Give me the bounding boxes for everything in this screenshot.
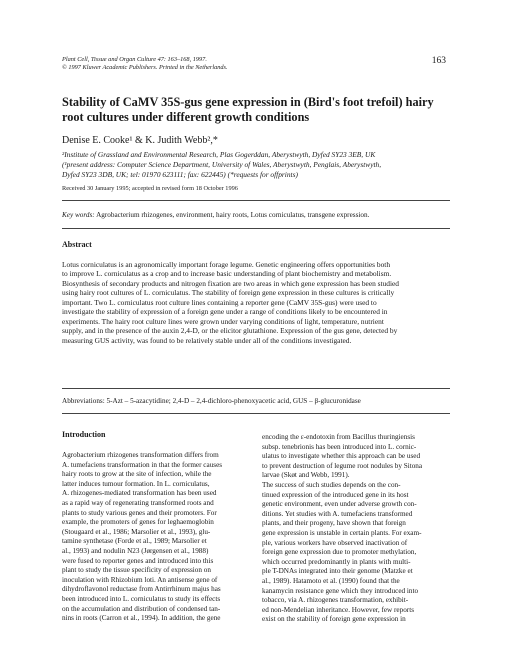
body-text-line: gene expression is unstable in certain plants. For exam- [262,528,422,537]
abstract-line: using hairy root cultures of L. corniculatus. The stability of foreign gene expression in these cultures is critically [62,288,395,298]
body-text-line: A. rhizogenes-mediated transformation has been used [62,489,217,498]
keywords [62,211,452,219]
body-text-line: inoculation with Rhizobium loti. An antisense gene of [62,575,218,584]
body-text-line: subsp. tenebrionis has been introduced into L. cornic- [262,442,417,451]
body-text-line: nins in roots (Carron et al., 1994). In addition, the gene [62,614,221,623]
body-text-line: ple, various workers have observed inactivation of [262,538,408,547]
body-text-line: to prevent destruction of legume root nodules by Sitona [262,461,423,470]
keywords-label: Key words: [62,211,95,219]
body-text-line: foreign gene expression due to promoter methylation, [262,548,417,557]
abstract-line: supply, and in the presence of the auxin 2,4-D, or the elicitor glutathione. Expression of the gus gene, detected by [62,326,398,336]
body-text-line: A. tumefaciens transformation in that the former causes [62,460,223,469]
body-text-line: been introduced into L. corniculatus to study its effects [62,594,221,603]
body-text-line: al., 1993) and nodulin N23 (Jørgensen et al., 1988) [62,546,209,555]
body-text-line: exist on the stability of foreign gene expression in [262,615,406,624]
abstract-line: Lotus corniculatus is an agronomically important forage legume. Genetic engineering offers opportunities both [62,260,391,269]
right-column [262,433,457,625]
body-text-line: Agrobacterium rhizogenes transformation differs from [62,451,219,459]
body-text-line: were fused to reporter genes and introduced into this [62,556,214,565]
body-text-line: plant to study the tissue specificity of expression on [62,566,211,575]
abstract-line: to improve L. corniculatus as a crop and to increase basic understanding of plant biochemistry and metabolism. [62,269,392,279]
body-text-line: hairy roots to grow at the site of infection, while the [62,470,212,479]
body-text-line: ple T-DNAs integrated into their genome (Matzke et [262,567,413,576]
author-list: Denise E. Cooke¹ & K. Judith Webb²,* [62,135,218,146]
body-text-line: latter induces tumour formation. In L. corniculatus, [62,479,210,488]
introduction-heading: Introduction [62,430,106,439]
divider [62,388,450,389]
body-text-line: tinued expression of the introduced gene in its host [262,490,409,499]
affiliation-line: ²Institute of Grassland and Environmental Research, Plas Gogerddan, Aberystwyth, Dyfed SY23 3EB, UK [62,150,376,159]
received-dates: Received 30 January 1995; accepted in revised form 18 October 1996 [62,185,238,192]
divider [62,200,450,201]
divider [62,228,450,229]
page-number: 163 [431,56,446,66]
abstract-heading: Abstract [62,240,92,249]
left-column [62,451,257,624]
body-text-line: tamine synthetase (Forde et al., 1989; Marsolier et [62,537,207,546]
body-text-line: on the accumulation and distribution of condensed tan- [62,604,221,613]
abstract-line: Biosynthesis of secondary products and nitrogen fixation are two areas in which gene expression has been studied [62,278,400,288]
journal-line: Plant Cell, Tissue and Organ Culture 47: 163–168, 1997. [62,56,207,63]
body-text-line: plants, and their progeny, have shown that foreign [262,519,406,528]
body-text-line: kanamycin resistance gene which they introduced into [262,586,419,595]
abstract-line: experiments. The hairy root culture lines were grown under varying conditions of light, temperature, nutrient [62,316,384,326]
body-text-line: ed non-Mendelian inheritance. However, few reports [262,605,414,614]
abstract-line: important. Two L. corniculatus root culture lines containing a reporter gene (CaMV 35S-gus) were used to [62,297,377,307]
body-text-line: larvae (Skøt and Webb, 1991). [262,471,350,480]
abbreviations: Abbreviations: 5-Azt – 5-azacytidine; 2,4-D – 2,4-dichloro-phenoxyacetic acid, GUS – β-glucuronidase [62,397,361,405]
body-text-line: encoding the ε-endotoxin from Bacillus thuringiensis [262,433,415,441]
affiliation-line: (¹present address: Computer Science Department, University of Wales, Aberystwyth, Penglais, Aberystwyth, [62,159,382,169]
body-text-line: (Stougaard et al., 1986; Marsolier et al., 1993), glu- [62,527,211,536]
abstract-line: measuring GUS activity, was found to be relatively stable under all of the conditions investigated. [62,335,352,345]
body-text-line: dihydroflavonol reductase from Antirrhinum majus has [62,585,221,594]
body-text-line: example, the promoters of genes for leghaemoglobin [62,518,214,527]
abstract-body [62,260,450,345]
body-text-line: ulatus to investigate whether this approach can be used [262,452,421,461]
body-text-line: plants to study various genes and their promoters. For [62,508,217,517]
body-text-line: al., 1989). Hatamoto et al. (1990) found that the [262,576,400,585]
body-text-line: The success of such studies depends on the con- [262,480,401,489]
body-text-line: which occurred predominantly in plants with multi- [262,557,411,566]
journal-citation [62,56,228,72]
divider [62,413,450,414]
affiliation [62,150,462,179]
body-text-line: genetic environment, even under adverse growth con- [262,500,417,509]
body-text-line: ditions. Yet studies with A. tumefaciens transformed [262,509,413,518]
affiliation-line: Dyfed SY23 3DB, UK; tel: 01970 623111; fax: 622445) (*requests for offprints) [62,169,298,179]
abstract-line: investigate the stability of expression of a foreign gene under a range of conditions likely to be encountered in [62,307,388,317]
copyright-line: © 1997 Kluwer Academic Publishers. Printed in the Netherlands. [62,64,228,72]
body-text-line: tobacco, via A. rhizogenes transformation, exhibit- [262,596,409,605]
body-text-line: as a rapid way of regenerating transformed roots and [62,498,214,507]
article-title: Stability of CaMV 35S-gus gene expression in (Bird's foot trefoil) hairy root cultures under different growth conditions [62,95,434,124]
keywords-text: Agrobacterium rhizogenes, environment, hairy roots, Lotus corniculatus, transgene expression. [96,211,370,219]
